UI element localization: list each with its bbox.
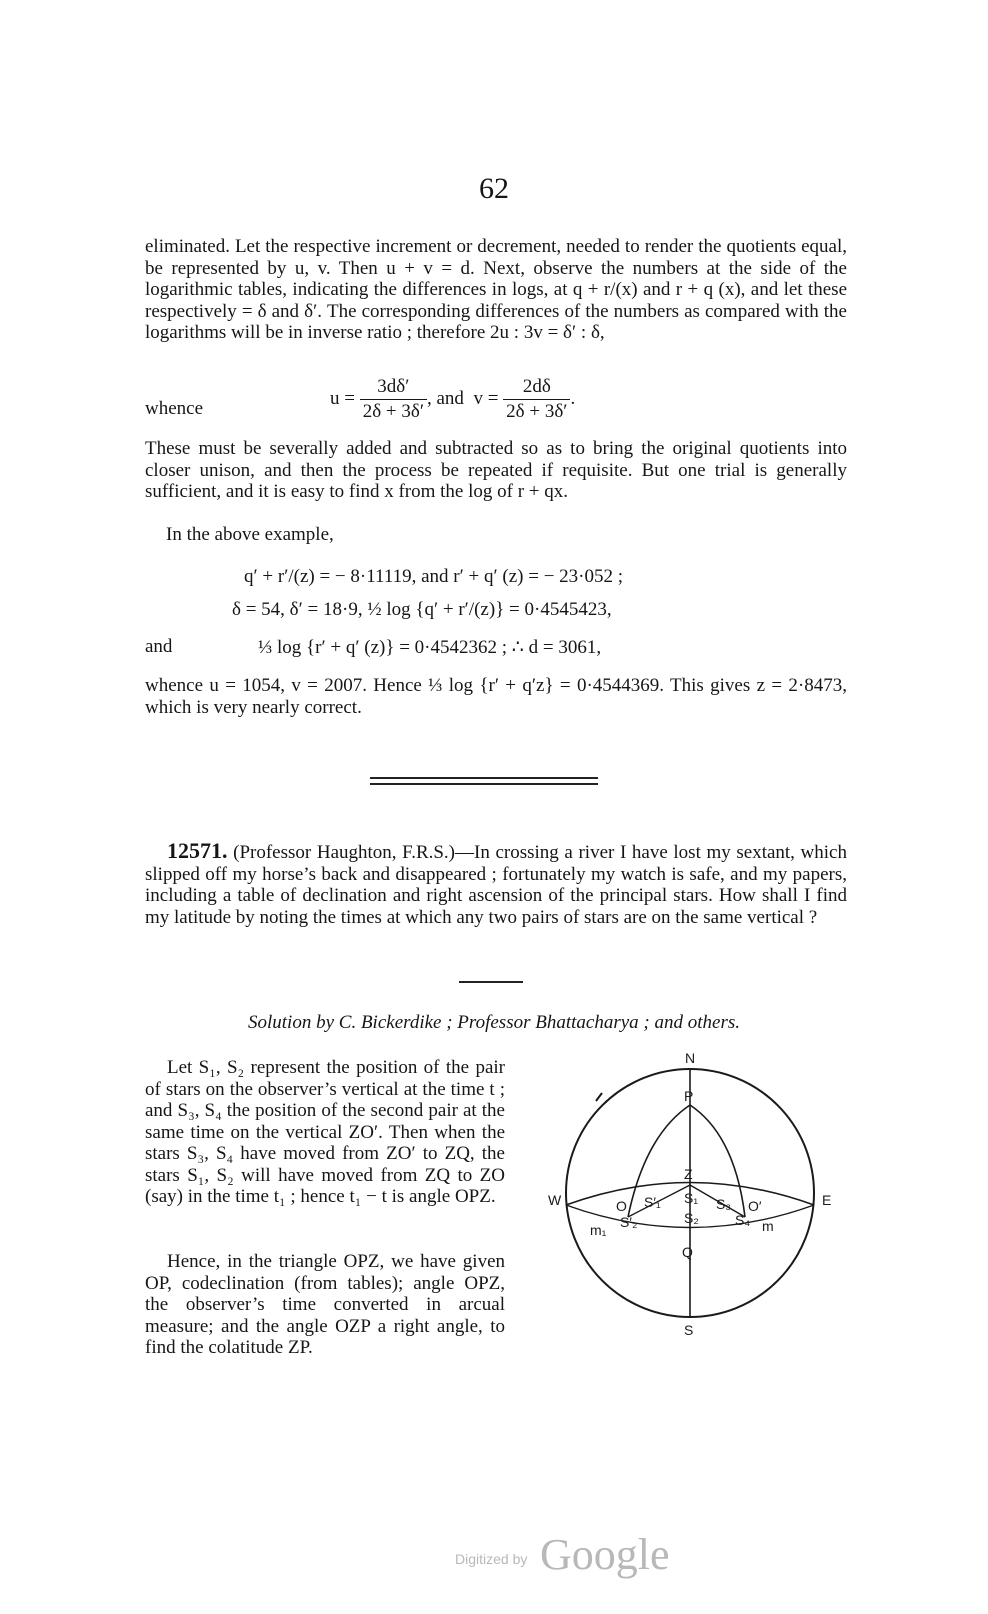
u-fraction [360,375,427,424]
v-denominator: 2δ + 3δ′ [506,401,568,422]
label-m-left: m₁ [590,1222,607,1238]
v-lhs: v = [473,387,499,409]
celestial-sphere-diagram [540,1045,840,1355]
question-12571 [145,840,847,928]
question-text: (Professor Haughton, F.R.S.)—In crossing a river I have lost my sextant, which slipped off my horse’s back and disappeared ; fortunately my watch is safe, and my papers, including a table of declination and right ascension of the principal stars. How shall I find my latitude by noting the times at which any two pairs of stars are on the same vertical ? [145,842,847,928]
u-numerator: 3dδ′ [360,375,427,400]
label-Z: Z [684,1166,693,1182]
question-number: 12571. [167,838,228,863]
v-fraction [503,375,570,424]
label-O: O [616,1198,627,1214]
label-S1-prime: S′₁ [644,1194,661,1210]
paragraph-whence-result: whence u = 1054, v = 2007. Hence ⅓ log {r′ + q′z} = 0·4544369. This gives z = 2·8473, which is very nearly correct. [145,675,847,718]
watermark-digitized-by: Digitized by [455,1551,528,1567]
tick-mark [596,1093,602,1101]
watermark-google-logo: Google [540,1530,670,1579]
label-m-right: m [762,1218,774,1234]
equation-u-v [330,375,575,424]
double-rule-top [370,777,598,779]
page-number: 62 [479,172,509,205]
label-S4: S₄ [735,1212,751,1228]
and-separator: , and [427,387,464,409]
equation-line-1: q′ + r′/(z) = − 8·11119, and r′ + q′ (z) = − 23·052 ; [244,566,624,587]
solution-paragraph-1: Let S₁, S₂ represent the position of the pair of stars on the observer’s vertical at the time t ; and S₃, S₄ the position of the second pair at the same time on the vertical ZO′. Then when the stars S₃, S₄ have moved from ZO′ to ZQ, the stars S₁, S₂ will have moved from ZQ to ZO (say) in the time t₁ ; hence t₁ − t is angle OPZ. [145,1057,505,1207]
label-O-prime: O′ [748,1198,762,1214]
google-watermark [450,1529,670,1579]
short-rule [459,981,523,983]
double-rule-bottom [370,783,598,785]
label-W: W [548,1192,562,1208]
and-label: and [145,636,173,657]
u-lhs: u = [330,387,355,409]
paragraph-elimination: eliminated. Let the respective increment or decrement, needed to render the quotients equal, be represented by u, v. Then u + v = d. Next, observe the numbers at the side of the logarithmic tables, indicating the differences in logs, at q + r/(x) and r + q (x), and let these respectively = δ and δ′. The corresponding differences of the numbers as compared with the logarithms will be in inverse ratio ; therefore 2u : 3v = δ′ : δ, [145,236,847,343]
equation-line-3: ⅓ log {r′ + q′ (z)} = 0·4542362 ; ∴ d = 3061, [258,637,602,658]
label-Q: Q [682,1244,693,1260]
equation-period: . [570,387,576,409]
label-S: S [684,1322,694,1338]
solution-paragraph-2: Hence, in the triangle OPZ, we have given OP, codeclination (from tables); angle OPZ, the observer’s time converted in arcual measure; and the angle OZP a right angle, to find the colatitude ZP. [145,1251,505,1358]
label-S3: S₃ [716,1196,732,1212]
label-E: E [822,1192,832,1208]
paragraph-above-example: In the above example, [166,524,334,545]
solution-attribution: Solution by C. Bickerdike ; Professor Bhattacharya ; and others. [248,1012,740,1033]
equation-line-2: δ = 54, δ′ = 18·9, ½ log {q′ + r′/(z)} = 0·4545423, [232,599,612,620]
label-N: N [685,1050,696,1066]
label-S2: S₂ [684,1210,699,1226]
v-numerator: 2dδ [503,375,570,400]
whence-label: whence [145,398,204,419]
label-P: P [684,1088,694,1104]
label-S1: S₁ [684,1190,699,1206]
paragraph-severally: These must be severally added and subtracted so as to bring the original quotients into closer unison, and then the process be repeated if requisite. But one trial is generally sufficient, and it is easy to find x from the log of r + qx. [145,438,847,502]
u-denominator: 2δ + 3δ′ [362,401,424,422]
label-S2-prime: S′₂ [620,1214,638,1230]
